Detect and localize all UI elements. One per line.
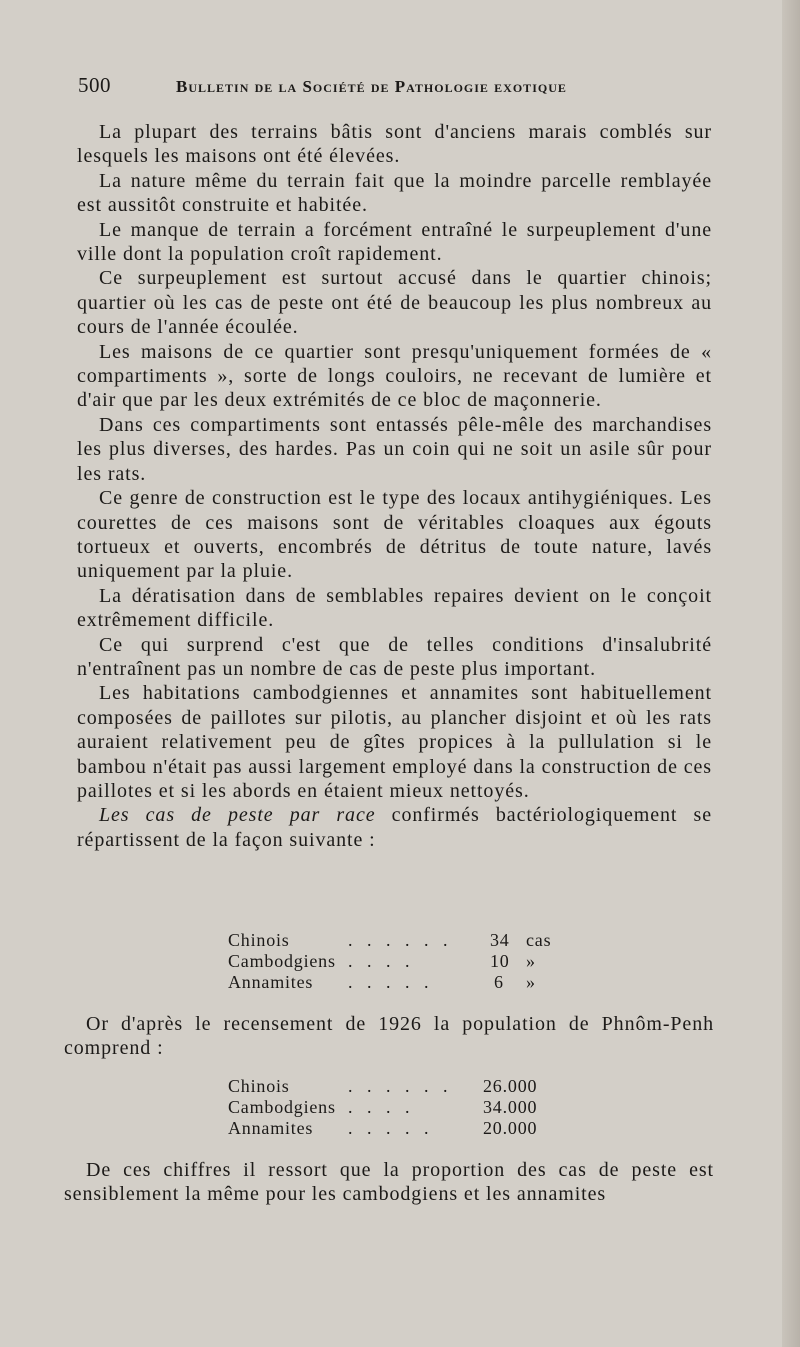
paragraph-10: Les habitations cambodgiennes et annamites sont habituellement composées de paillotes sur pilotis, au plancher disjoint et où les rats auraient relativement peu de gîtes propices à la pullulation si le bambou n'était pas aussi largement employé dans la construction de ces paillotes et si les abords en étaient mieux nettoyés. [77,682,712,802]
row-label: Cambodgiens [228,1097,336,1117]
row-label: Cambodgiens [228,951,336,971]
table1-intro-italic: Les cas de peste par race [99,804,376,827]
row-value: 10 [490,951,510,971]
leader-dots: . . . . . [348,1118,434,1138]
table1-intro [77,803,712,852]
table-row [228,1118,558,1139]
table-row [228,930,558,951]
leader-dots: . . . . [348,951,415,971]
body-text [77,120,712,852]
page-edge-shadow [782,0,800,1347]
paragraph-3: Le manque de terrain a forcément entraîné le surpeuplement d'une ville dont la population croît rapidement. [77,218,712,266]
table-row [228,1076,558,1097]
cases-by-race-table [228,930,558,993]
row-label: Annamites [228,972,314,992]
row-unit: » [526,951,536,971]
row-value: 34.000 [483,1097,538,1117]
paragraph-8: La dératisation dans de semblables repaires devient on le conçoit extrêmement difficile. [77,584,712,632]
table-row [228,1097,558,1118]
paragraph-4: Ce surpeuplement est surtout accusé dans le quartier chinois; quartier où les cas de peste ont été de beaucoup les plus nombreux au cours de l'année écoulée. [77,267,712,339]
row-label: Chinois [228,1076,290,1096]
table-row [228,951,558,972]
paragraph-6: Dans ces compartiments sont entassés pêle-mêle des marchandises les plus diverses, des hardes. Pas un coin qui ne soit un asile sûr pour les rats. [77,413,712,485]
row-value: 34 [490,930,510,950]
population-table [228,1076,558,1139]
row-unit: » [526,972,536,992]
paragraph-7: Ce genre de construction est le type des locaux antihygiéniques. Les courettes de ces maisons sont de véritables cloaques aux égouts tortueux et ouverts, encombrés de détritus de toute nature, lavés uniquement par la pluie. [77,487,712,583]
row-unit: cas [526,930,552,950]
paragraph-5: Les maisons de ce quartier sont presqu'uniquement formées de « compartiments », sorte de longs couloirs, ne recevant de lumière et d'air que par les deux extrémités de ce bloc de maçonnerie. [77,340,712,412]
closing-paragraph: De ces chiffres il ressort que la proportion des cas de peste est sensiblement la même pour les cambodgiens et les annamites [64,1159,714,1206]
page-header [78,73,728,103]
leader-dots: . . . . . . [348,930,453,950]
row-value: 6 [494,972,504,992]
table1-intro-rest: confirmés bactériologiquement se répartissent de la façon suivante : [77,804,712,851]
census-intro [64,1012,714,1061]
running-title: Bulletin de la Société de Pathologie exotique [176,77,567,96]
row-label: Chinois [228,930,290,950]
paragraph-1: La plupart des terrains bâtis sont d'anciens marais comblés sur lesquels les maisons ont été élevées. [77,121,712,168]
table-row [228,972,558,993]
closing-text [64,1158,714,1207]
leader-dots: . . . . . . [348,1076,453,1096]
paragraph-2: La nature même du terrain fait que la moindre parcelle remblayée est aussitôt construite et habitée. [77,169,712,217]
leader-dots: . . . . [348,1097,415,1117]
table2-intro: Or d'après le recensement de 1926 la population de Phnôm-Penh comprend : [64,1013,714,1060]
row-value: 20.000 [483,1118,538,1138]
row-label: Annamites [228,1118,314,1138]
leader-dots: . . . . . [348,972,434,992]
paragraph-9: Ce qui surprend c'est que de telles conditions d'insalubrité n'entraînent pas un nombre de cas de peste plus important. [77,633,712,680]
page-number: 500 [78,73,111,97]
row-value: 26.000 [483,1076,538,1096]
